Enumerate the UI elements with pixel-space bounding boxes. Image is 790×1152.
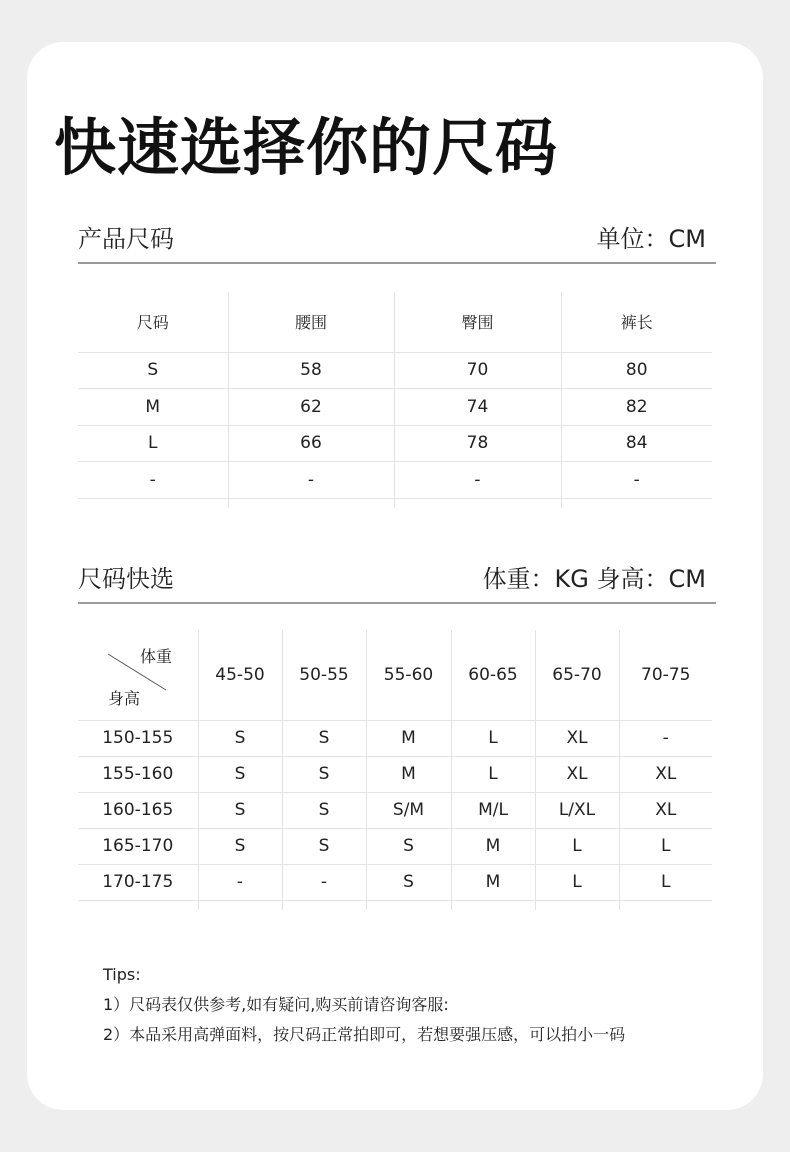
table-row xyxy=(78,425,712,462)
size-cell: M xyxy=(366,756,451,792)
spacer-cell xyxy=(619,900,712,910)
table-cell: 74 xyxy=(394,389,561,426)
table-cell: S xyxy=(78,352,228,389)
size-cell: - xyxy=(619,720,712,756)
size-cell: L/XL xyxy=(535,792,619,828)
table-cell: - xyxy=(228,462,394,499)
size-cell: S xyxy=(198,828,282,864)
table-cell: - xyxy=(78,462,228,499)
size-cell: XL xyxy=(535,756,619,792)
table-row xyxy=(78,720,712,756)
weight-column-header: 65-70 xyxy=(535,630,619,720)
size-cell: L xyxy=(619,828,712,864)
size-cell: - xyxy=(198,864,282,900)
table-row xyxy=(78,792,712,828)
section-label: 尺码快选 xyxy=(78,565,174,593)
size-cell: S/M xyxy=(366,792,451,828)
product-size-header xyxy=(78,224,716,264)
section-label: 产品尺码 xyxy=(78,225,174,253)
table-cell: M xyxy=(78,389,228,426)
size-cell: - xyxy=(282,864,366,900)
size-cell: L xyxy=(451,756,535,792)
size-cell: S xyxy=(366,828,451,864)
weight-column-header: 70-75 xyxy=(619,630,712,720)
tips-heading: Tips: xyxy=(103,965,141,984)
spacer-row xyxy=(78,498,712,508)
header-row xyxy=(78,630,712,720)
table-row xyxy=(78,462,712,499)
size-cell: M xyxy=(366,720,451,756)
size-cell: S xyxy=(198,792,282,828)
product-size-table xyxy=(78,292,712,508)
table-cell: 78 xyxy=(394,425,561,462)
size-cell: L xyxy=(619,864,712,900)
height-row-header: 170-175 xyxy=(78,864,198,900)
table-cell: 80 xyxy=(561,352,712,389)
spacer-cell xyxy=(78,900,198,910)
corner-header xyxy=(78,630,198,720)
tips-line: 1）尺码表仅供参考,如有疑问,购买前请咨询客服: xyxy=(103,995,449,1014)
spacer-cell xyxy=(282,900,366,910)
height-axis-label: 身高 xyxy=(108,689,141,708)
spacer-cell xyxy=(228,498,394,508)
page-title: 快速选择你的尺码 xyxy=(54,111,559,184)
spacer-cell xyxy=(451,900,535,910)
table-row xyxy=(78,864,712,900)
table-cell: 82 xyxy=(561,389,712,426)
weight-column-header: 50-55 xyxy=(282,630,366,720)
size-cell: M xyxy=(451,864,535,900)
size-cell: M xyxy=(451,828,535,864)
size-cell: M/L xyxy=(451,792,535,828)
spacer-cell xyxy=(198,900,282,910)
height-row-header: 165-170 xyxy=(78,828,198,864)
table-row xyxy=(78,389,712,426)
quick-size-table xyxy=(78,630,712,910)
size-cell: S xyxy=(366,864,451,900)
size-cell: S xyxy=(198,756,282,792)
table-row xyxy=(78,352,712,389)
size-cell: S xyxy=(282,828,366,864)
size-cell: L xyxy=(535,864,619,900)
size-cell: L xyxy=(535,828,619,864)
weight-column-header: 55-60 xyxy=(366,630,451,720)
table-cell: 58 xyxy=(228,352,394,389)
column-header: 腰围 xyxy=(228,292,394,352)
tips-line: 2）本品采用高弹面料，按尺码正常拍即可，若想要强压感，可以拍小一码 xyxy=(103,1025,626,1044)
table-cell: 66 xyxy=(228,425,394,462)
table-cell: 84 xyxy=(561,425,712,462)
table-cell: 62 xyxy=(228,389,394,426)
table-cell: - xyxy=(394,462,561,499)
size-cell: XL xyxy=(619,756,712,792)
table-cell: L xyxy=(78,425,228,462)
table-cell: - xyxy=(561,462,712,499)
unit-label: 体重：KG 身高：CM xyxy=(482,565,706,593)
spacer-row xyxy=(78,900,712,910)
column-header: 裤长 xyxy=(561,292,712,352)
size-cell: S xyxy=(282,792,366,828)
height-row-header: 155-160 xyxy=(78,756,198,792)
table-row xyxy=(78,828,712,864)
size-cell: XL xyxy=(535,720,619,756)
spacer-cell xyxy=(78,498,228,508)
size-cell: S xyxy=(282,720,366,756)
table-row xyxy=(78,756,712,792)
weight-column-header: 45-50 xyxy=(198,630,282,720)
spacer-cell xyxy=(366,900,451,910)
unit-label: 单位：CM xyxy=(596,225,706,253)
spacer-cell xyxy=(394,498,561,508)
size-cell: S xyxy=(198,720,282,756)
column-header: 尺码 xyxy=(136,313,169,333)
size-cell: S xyxy=(282,756,366,792)
spacer-cell xyxy=(561,498,712,508)
header-row xyxy=(78,292,712,352)
column-header: 臀围 xyxy=(394,292,561,352)
weight-axis-label: 体重 xyxy=(140,647,173,666)
table-cell: 70 xyxy=(394,352,561,389)
height-row-header: 150-155 xyxy=(78,720,198,756)
height-row-header: 160-165 xyxy=(78,792,198,828)
size-cell: L xyxy=(451,720,535,756)
tips-block xyxy=(103,960,625,1050)
quick-size-header xyxy=(78,564,716,604)
size-cell: XL xyxy=(619,792,712,828)
spacer-cell xyxy=(535,900,619,910)
weight-column-header: 60-65 xyxy=(451,630,535,720)
